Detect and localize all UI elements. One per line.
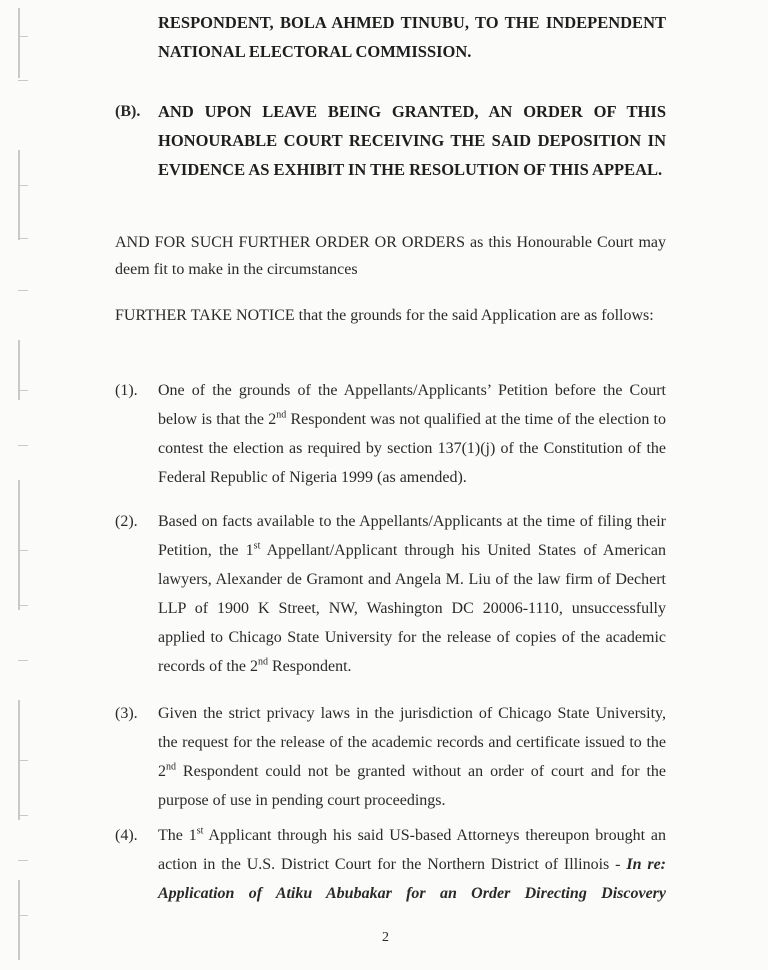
case-title: In re: Application of Atiku Abubakar for an Order Directing Discovery xyxy=(158,856,667,902)
take-notice-paragraph: FURTHER TAKE NOTICE that the grounds for the said Application are as follows: xyxy=(115,307,654,324)
page-number: 2 xyxy=(382,930,389,945)
ground-4-label: (4). xyxy=(115,827,138,844)
ground-2-text: Based on facts available to the Appellants/Applicants at the time of filing their Petition, the 1st Appellant/Applicant through his United States of American lawyers, Alexander de Gramont and Angela M. Liu of the law firm of Dechert LLP of 1900 K Street, NW, Washington DC 20006-1110, unsuccessfully applied to Chicago State University for the release of copies of the academic records of the 2nd Respondent. xyxy=(158,513,667,675)
prayer-b-label: (B). xyxy=(115,103,141,120)
ground-1-text: One of the grounds of the Appellants/Applicants’ Petition before the Court below is that the 2nd Respondent was not qualified at the time of the election to contest the election as required by section 137(1)(j) of the Constitution of the Federal Republic of Nigeria 1999 (as amended). xyxy=(158,382,667,486)
ground-2-label: (2). xyxy=(115,513,138,530)
ground-4-text: The 1st Applicant through his said US-based Attorneys thereupon brought an action in the U.S. District Court for the Northern District of Illinois - In re: Application of Atiku Abubakar for an Order Directing Discovery xyxy=(158,825,667,902)
further-orders-paragraph: AND FOR SUCH FURTHER ORDER OR ORDERS as this Honourable Court may deem fit to make in the circumstances xyxy=(115,234,666,278)
ground-3-text: Given the strict privacy laws in the jurisdiction of Chicago State University, the request for the release of the academic records and certificate issued to the 2nd Respondent could not be granted without an order of court and for the purpose of use in pending court proceedings. xyxy=(158,705,666,809)
prayer-a-continuation: RESPONDENT, BOLA AHMED TINUBU, TO THE INDEPENDENT NATIONAL ELECTORAL COMMISSION. xyxy=(158,13,666,61)
ground-1-label: (1). xyxy=(115,382,138,399)
prayer-b-text: AND UPON LEAVE BEING GRANTED, AN ORDER OF THIS HONOURABLE COURT RECEIVING THE SAID DEPOSITION IN EVIDENCE AS EXHIBIT IN THE RESOLUTION OF THIS APPEAL. xyxy=(158,102,666,179)
ground-3-label: (3). xyxy=(115,705,138,722)
